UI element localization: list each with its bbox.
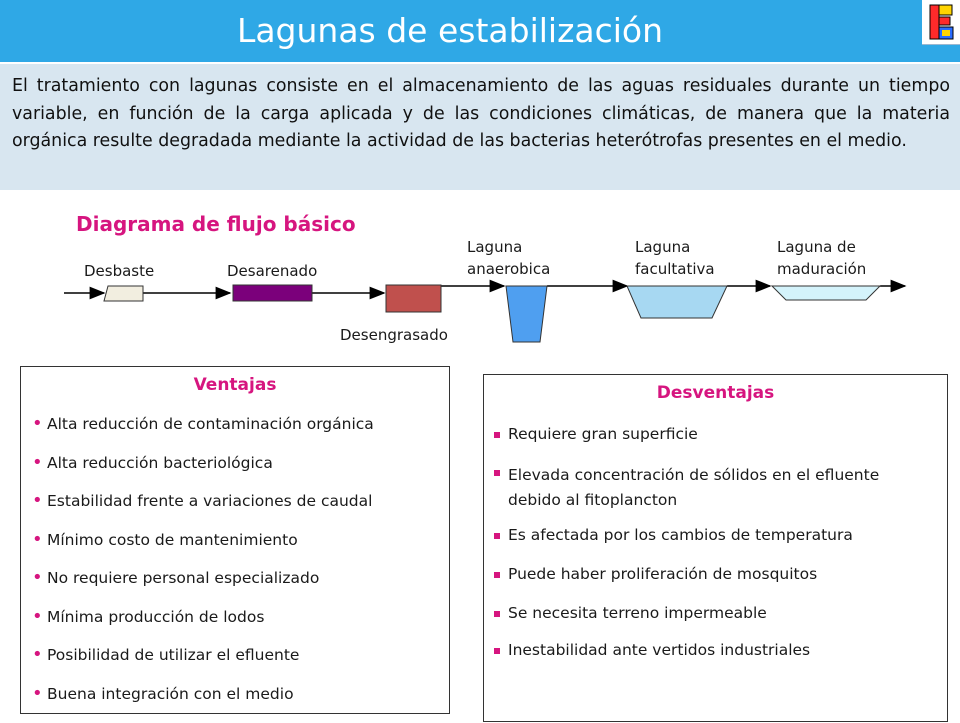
list-item: Requiere gran superficie (508, 425, 918, 463)
list-item: Se necesita terreno impermeable (508, 604, 918, 641)
list-item: • Posibilidad de utilizar el efluente (47, 646, 374, 685)
intro-text: El tratamiento con lagunas consiste en el almacenamiento de las aguas residuales durante un tiempo variable, en función de la carga aplicada y de las condiciones climáticas, de manera que la materia orgánica resulte degradada mediante la actividad de las bacterias heterótrofas presentes en el medio. (12, 73, 950, 156)
list-item: • Alta reducción bacteriológica (47, 454, 374, 493)
label-facultativa: Laguna facultativa (635, 236, 735, 280)
list-item: • Estabilidad frente a variaciones de caudal (47, 492, 374, 531)
label-desarenado: Desarenado (227, 260, 317, 282)
list-item: Elevada concentración de sólidos en el efluente debido al fitoplancton (494, 463, 918, 526)
desengrasado-shape (386, 285, 441, 312)
list-item: • Buena integración con el medio (47, 685, 374, 723)
label-desbaste: Desbaste (84, 260, 154, 282)
facultativa-shape (627, 286, 727, 318)
label-anaerobica: Laguna anaerobica (467, 236, 577, 280)
list-item: Inestabilidad ante vertidos industriales (508, 641, 918, 679)
list-item: Es afectada por los cambios de temperatura (508, 526, 918, 565)
list-item: • Alta reducción de contaminación orgánica (47, 415, 374, 454)
desventajas-list (508, 425, 918, 679)
desventajas-box (483, 374, 948, 722)
page-title: Lagunas de estabilización (237, 0, 663, 62)
ventajas-title: Ventajas (21, 375, 449, 395)
diagram-heading: Diagrama de flujo básico (76, 212, 356, 236)
label-desengrasado: Desengrasado (340, 324, 448, 346)
list-item: Puede haber proliferación de mosquitos (508, 565, 918, 604)
desarenado-shape (233, 285, 312, 301)
list-item: • Mínimo costo de mantenimiento (47, 531, 374, 570)
desventajas-title: Desventajas (484, 383, 947, 403)
desbaste-shape (104, 286, 143, 301)
maduracion-shape (772, 286, 880, 300)
ventajas-box (20, 366, 450, 714)
list-item: • Mínima producción de lodos (47, 608, 374, 647)
ventajas-list (47, 415, 374, 723)
anaerobica-shape (506, 286, 547, 342)
label-maduracion: Laguna de maduración (777, 236, 897, 280)
list-item: • No requiere personal especializado (47, 569, 374, 608)
